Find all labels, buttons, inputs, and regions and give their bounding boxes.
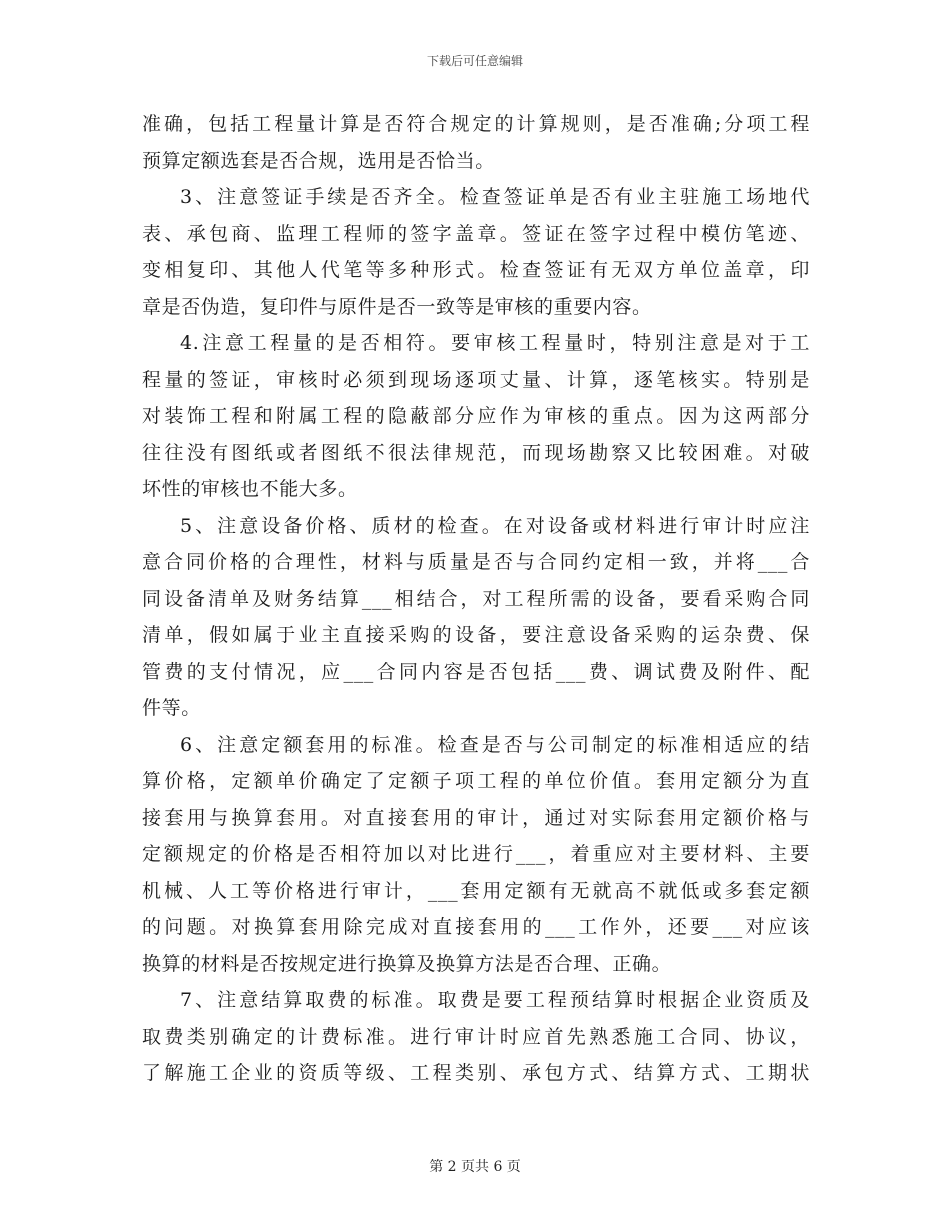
text-line: 变相复印、其他人代笔等多种形式。检查签证有无双方单位盖章，印 — [142, 259, 810, 281]
text-line: 4.注意工程量的是否相符。要审核工程量时，特别注意是对于工 — [180, 332, 810, 354]
text-line: 往往没有图纸或者图纸不很法律规范，而现场勘察又比较困难。对破 — [142, 441, 810, 464]
text-line: 表、承包商、监理工程师的签字盖章。签证在签字过程中模仿笔迹、 — [142, 222, 810, 245]
text-line: 算价格，定额单价确定了定额子项工程的单位价值。套用定额分为直 — [142, 770, 810, 792]
text-line: 的问题。对换算套用除完成对直接套用的___工作外，还要___对应该 — [142, 916, 810, 938]
text-line: 定额规定的价格是否相符加以对比进行___，着重应对主要材料、主要 — [142, 843, 810, 865]
text-line: 对装饰工程和附属工程的隐蔽部分应作为审核的重点。因为这两部分 — [142, 405, 810, 427]
text-line: 了解施工企业的资质等级、工程类别、承包方式、结算方式、工期状 — [142, 1062, 810, 1084]
text-line: 件等。 — [142, 697, 201, 719]
text-line: 5、注意设备价格、质材的检查。在对设备或材料进行审计时应注 — [180, 514, 810, 537]
text-line: 接套用与换算套用。对直接套用的审计，通过对实际套用定额价格与 — [142, 806, 810, 829]
text-line: 坏性的审核也不能大多。 — [142, 478, 358, 500]
text-line: 同设备清单及财务结算___相结合，对工程所需的设备，要看采购合同 — [142, 587, 810, 610]
page-number: 第 2 页共 6 页 — [429, 1159, 521, 1175]
text-line: 取费类别确定的计费标准。进行审计时应首先熟悉施工合同、协议， — [142, 1025, 810, 1048]
text-line: 清单，假如属于业主直接采购的设备，要注意设备采购的运杂费、保 — [142, 624, 810, 646]
text-line: 机械、人工等价格进行审计，___套用定额有无就高不就低或多套定额 — [142, 879, 810, 902]
text-line: 预算定额选套是否合规，选用是否恰当。 — [142, 149, 495, 172]
text-line: 3、注意签证手续是否齐全。检查签证单是否有业主驻施工场地代 — [180, 186, 810, 208]
text-line: 程量的签证，审核时必须到现场逐项丈量、计算，逐笔核实。特别是 — [142, 368, 810, 391]
text-line: 准确，包括工程量计算是否符合规定的计算规则，是否准确;分项工程 — [142, 113, 810, 135]
text-line: 意合同价格的合理性，材料与质量是否与合同约定相一致，并将___合 — [142, 551, 810, 573]
text-line: 换算的材料是否按规定进行换算及换算方法是否合理、正确。 — [142, 952, 672, 975]
text-line: 7、注意结算取费的标准。取费是要工程预结算时根据企业资质及 — [180, 989, 810, 1011]
page-header-note: 下载后可任意编辑 — [426, 54, 523, 68]
text-line: 管费的支付情况，应___合同内容是否包括___费、调试费及附件、配 — [142, 660, 810, 683]
document-body — [142, 106, 810, 1092]
text-line: 6、注意定额套用的标准。检查是否与公司制定的标准相适应的结 — [180, 733, 810, 756]
text-line: 章是否伪造，复印件与原件是否一致等是审核的重要内容。 — [142, 295, 652, 318]
